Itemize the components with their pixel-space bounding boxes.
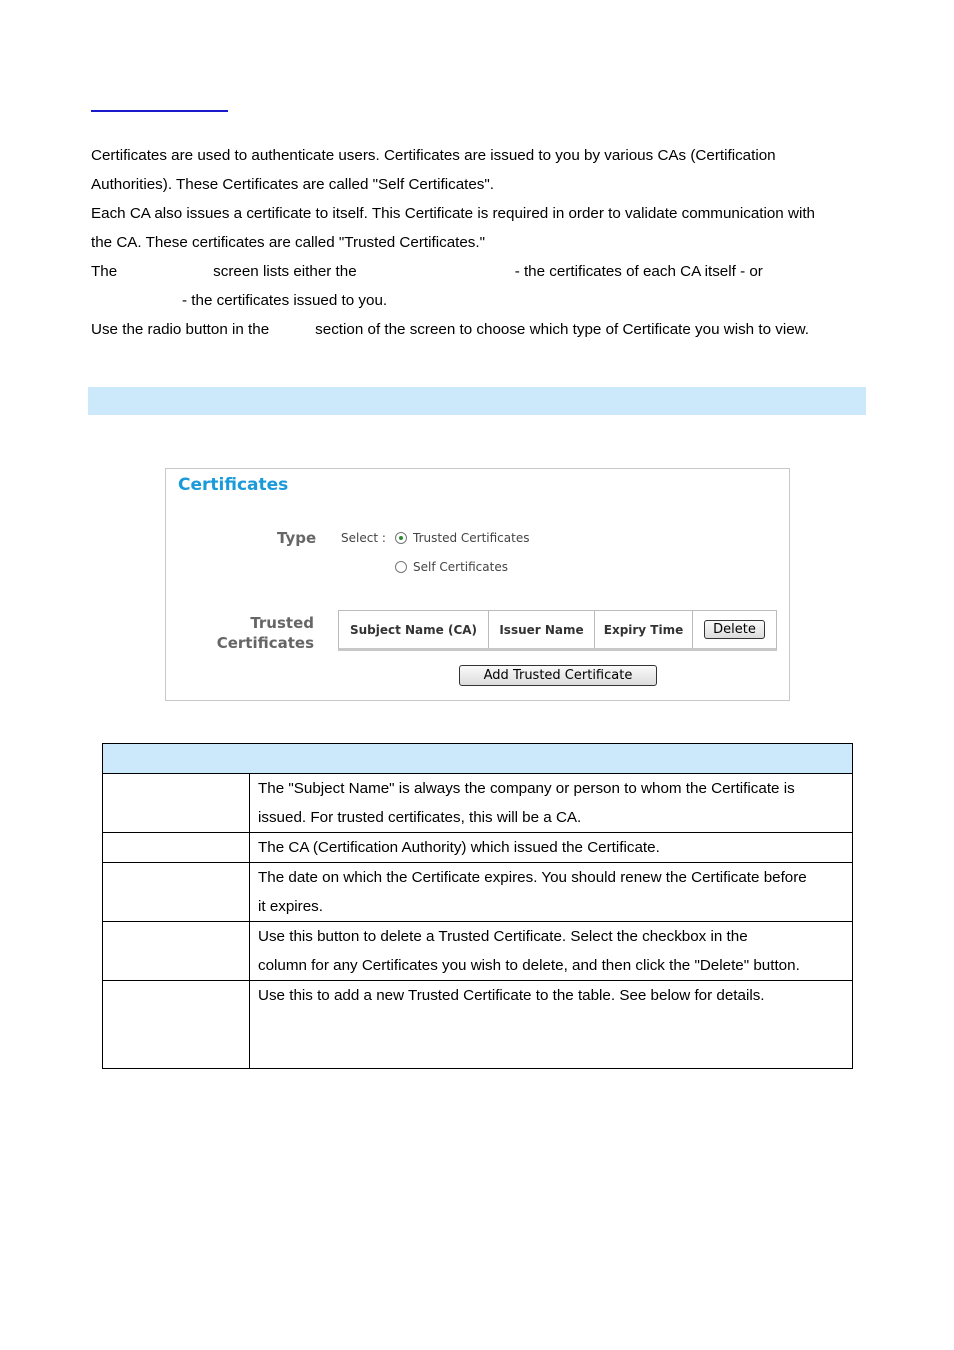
field-name-cell	[103, 833, 250, 863]
field-description-cell: Use this button to delete a Trusted Certificate. Select the checkbox in the column for any Certificates you wish to delete, and then click the "Delete" button.	[250, 922, 853, 981]
table-row	[103, 863, 853, 922]
table-header-row	[103, 744, 853, 774]
field-description-cell: The date on which the Certificate expires. You should renew the Certificate before it expires.	[250, 863, 853, 922]
field-name-cell	[103, 774, 250, 833]
trusted-certificates-label: Trusted Certificates	[216, 614, 314, 652]
intro-line: the CA. These certificates are called "Trusted Certificates."	[91, 234, 486, 251]
radio-label: Trusted Certificates	[413, 531, 530, 545]
column-header-expiry-time: Expiry Time	[595, 611, 693, 648]
column-header-delete	[693, 611, 776, 648]
column-header-subject-name: Subject Name (CA)	[339, 611, 489, 648]
intro-line: Use the radio button in the section of the screen to choose which type of Certificate you wish to view.	[91, 321, 810, 338]
intro-text	[91, 141, 871, 344]
panel-title: Certificates	[178, 475, 289, 495]
select-label: Select :	[341, 531, 386, 545]
radio-selected-icon[interactable]	[395, 532, 407, 544]
radio-unselected-icon[interactable]	[395, 561, 407, 573]
type-label: Type	[277, 529, 317, 547]
field-name-cell	[103, 863, 250, 922]
field-name-cell	[103, 981, 250, 1069]
delete-button[interactable]: Delete	[704, 620, 765, 639]
intro-line: The screen lists either the - the certificates of each CA itself - or	[91, 263, 763, 280]
intro-line: Each CA also issues a certificate to itself. This Certificate is required in order to validate communication with	[91, 205, 815, 222]
table-row	[103, 774, 853, 833]
section-header-bar	[88, 387, 866, 415]
radio-label: Self Certificates	[413, 560, 508, 574]
heading-link-underline	[91, 110, 228, 112]
add-trusted-certificate-button[interactable]: Add Trusted Certificate	[459, 665, 657, 686]
field-description-cell: The CA (Certification Authority) which issued the Certificate.	[250, 833, 853, 863]
table-header-cell	[103, 744, 853, 774]
field-name-cell	[103, 922, 250, 981]
table-row	[103, 981, 853, 1069]
table-row	[103, 833, 853, 863]
field-description-table	[102, 743, 853, 1069]
intro-line: Authorities). These Certificates are called "Self Certificates".	[91, 176, 495, 193]
radio-self-certificates[interactable]	[395, 560, 508, 574]
table-row	[103, 922, 853, 981]
radio-trusted-certificates[interactable]	[395, 531, 529, 545]
column-header-issuer-name: Issuer Name	[489, 611, 595, 648]
trusted-certificates-table	[338, 610, 777, 651]
field-description-cell: Use this to add a new Trusted Certificate to the table. See below for details.	[250, 981, 853, 1069]
field-description-cell: The "Subject Name" is always the company or person to whom the Certificate is issued. For trusted certificates, this will be a CA.	[250, 774, 853, 833]
certificates-panel	[165, 468, 790, 701]
intro-line: - the certificates issued to you.	[182, 292, 388, 309]
intro-line: Certificates are used to authenticate users. Certificates are issued to you by various CAs (Certification	[91, 147, 776, 164]
